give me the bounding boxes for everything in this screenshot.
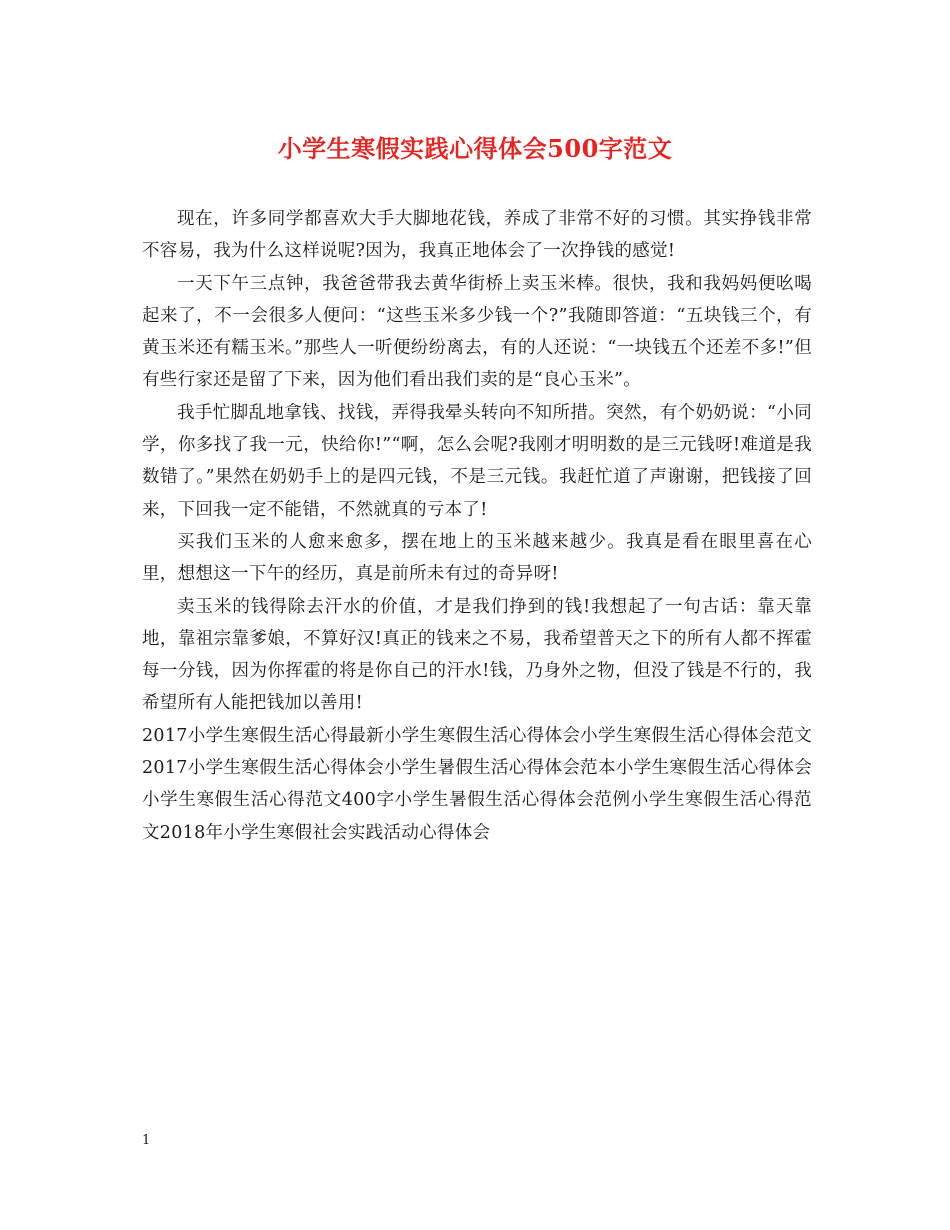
page-number: 1	[142, 1133, 151, 1148]
paragraph-4: 买我们玉米的人愈来愈多，摆在地上的玉米越来越少。我真是看在眼里喜在心里，想想这一下午的经历，真是前所未有过的奇异呀!	[142, 531, 812, 585]
document-title: 小学生寒假实践心得体会500字范文	[277, 134, 673, 163]
paragraph-2: 一天下午三点钟，我爸爸带我去黄华街桥上卖玉米棒。很快，我和我妈妈便吆喝起来了，不一会很多人便问：“这些玉米多少钱一个?”我随即答道：“五块钱三个，有黄玉米还有糯玉米。”那些人一听便纷纷离去，有的人还说：“一块钱五个还差不多!”但有些行家还是留了下来，因为他们看出我们卖的是“良心玉米”。	[142, 273, 812, 391]
paragraph-3: 我手忙脚乱地拿钱、找钱，弄得我晕头转向不知所措。突然，有个奶奶说：“小同学，你多找了我一元，快给你!”“啊，怎么会呢?我刚才明明数的是三元钱呀!难道是我数错了。”果然在奶奶手上的是四元钱，不是三元钱。我赶忙道了声谢谢，把钱接了回来，下回我一定不能错，不然就真的亏本了!	[142, 402, 812, 520]
related-articles-text: 2017小学生寒假生活心得最新小学生寒假生活心得体会小学生寒假生活心得体会范文2017小学生寒假生活心得体会小学生暑假生活心得体会范本小学生寒假生活心得体会小学生寒假生活心得范文400字小学生暑假生活心得体会范例小学生寒假生活心得范文2018年小学生寒假社会实践活动心得体会	[142, 725, 812, 843]
paragraph-5: 卖玉米的钱得除去汗水的价值，才是我们挣到的钱!我想起了一句古话：靠天靠地，靠祖宗靠爹娘，不算好汉!真正的钱来之不易，我希望普天之下的所有人都不挥霍每一分钱，因为你挥霍的将是你自己的汗水!钱，乃身外之物，但没了钱是不行的，我希望所有人能把钱加以善用!	[142, 596, 812, 714]
document-body	[142, 203, 812, 849]
paragraph-1: 现在，许多同学都喜欢大手大脚地花钱，养成了非常不好的习惯。其实挣钱非常不容易，我为什么这样说呢?因为，我真正地体会了一次挣钱的感觉!	[142, 209, 812, 262]
